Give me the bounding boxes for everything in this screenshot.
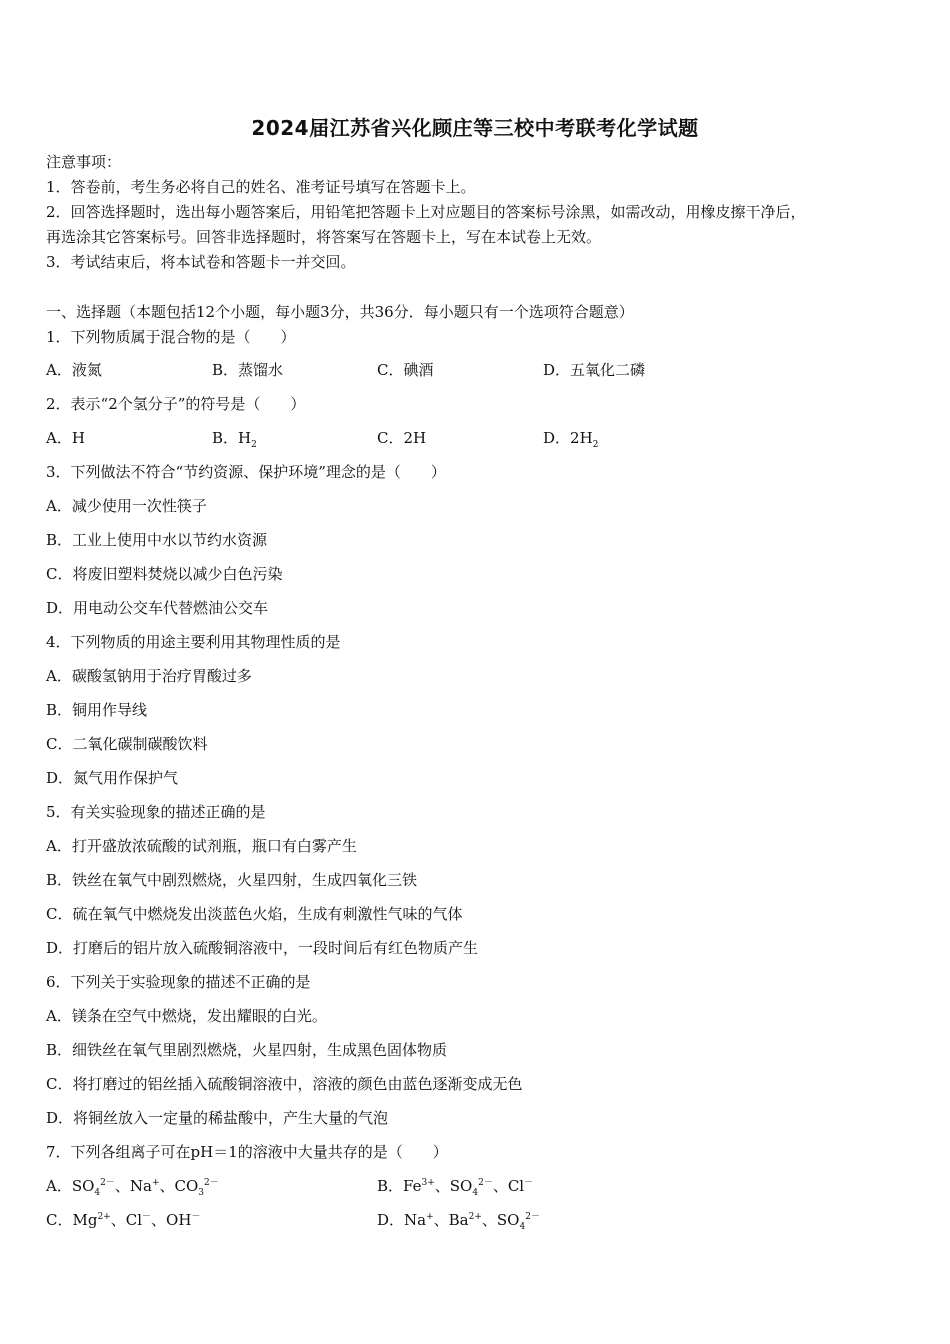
q2-option-c: C．2H: [377, 429, 427, 447]
section-heading: 一、选择题（本题包括12个小题，每小题3分，共36分．每小题只有一个选项符合题意）: [46, 303, 634, 321]
q1-option-a: A．液氮: [46, 361, 102, 379]
page-title: 2024届江苏省兴化顾庄等三校中考联考化学试题: [251, 116, 699, 140]
q3-option-b: B．工业上使用中水以节约水资源: [46, 531, 268, 549]
q2-stem: 2．表示“2个氢分子”的符号是（ ）: [46, 395, 306, 413]
q2-option-d: D．$2H_2$: [543, 429, 599, 450]
q4-option-a: A．碳酸氢钠用于治疗胃酸过多: [46, 667, 252, 685]
q1-option-c: C．碘酒: [377, 361, 434, 379]
q7-option-a: A．$SO_4^{2-}$、Na+、$CO_3^{2-}$: [46, 1177, 219, 1198]
q4-option-b: B．铜用作导线: [46, 701, 148, 719]
q1-option-b: B．蒸馏水: [212, 361, 284, 379]
q4-option-d: D．氮气用作保护气: [46, 769, 179, 787]
q6-option-c: C．将打磨过的铝丝插入硫酸铜溶液中，溶液的颜色由蓝色逐渐变成无色: [46, 1075, 523, 1093]
q6-stem: 6．下列关于实验现象的描述不正确的是: [46, 973, 311, 991]
q7-option-b: B．$Fe^{3+}$、$SO_4^{2-}$、Cl－: [377, 1177, 534, 1198]
q5-option-a: A．打开盛放浓硫酸的试剂瓶，瓶口有白雾产生: [46, 837, 357, 855]
q5-stem: 5．有关实验现象的描述正确的是: [46, 803, 266, 821]
q6-option-b: B．细铁丝在氧气里剧烈燃烧，火星四射，生成黑色固体物质: [46, 1041, 448, 1059]
notice-heading: 注意事项：: [46, 153, 122, 171]
q3-option-d: D．用电动公交车代替燃油公交车: [46, 599, 269, 617]
q6-option-d: D．将铜丝放入一定量的稀盐酸中，产生大量的气泡: [46, 1109, 389, 1127]
q7-option-c: C．$Mg^{2+}$、Cl－、OH－: [46, 1211, 201, 1229]
q7-option-d: D．Na+、$Ba^{2+}$、$SO_4^{2-}$: [377, 1211, 540, 1232]
q4-option-c: C．二氧化碳制碳酸饮料: [46, 735, 208, 753]
notice-item-1: 1．答卷前，考生务必将自己的姓名、准考证号填写在答题卡上。: [46, 178, 476, 196]
q2-option-a: A．H: [46, 429, 85, 447]
q3-option-a: A．减少使用一次性筷子: [46, 497, 207, 515]
notice-item-3: 3．考试结束后，将本试卷和答题卡一并交回。: [46, 253, 356, 271]
q5-option-c: C．硫在氧气中燃烧发出淡蓝色火焰，生成有刺激性气味的气体: [46, 905, 463, 923]
q1-option-d: D．五氧化二磷: [543, 361, 646, 379]
q3-option-c: C．将废旧塑料焚烧以减少白色污染: [46, 565, 283, 583]
q2-option-b: B．$H_2$: [212, 429, 257, 450]
q1-stem: 1．下列物质属于混合物的是（ ）: [46, 328, 296, 346]
q4-stem: 4．下列物质的用途主要利用其物理性质的是: [46, 633, 341, 651]
q5-option-b: B．铁丝在氧气中剧烈燃烧，火星四射，生成四氧化三铁: [46, 871, 418, 889]
q6-option-a: A．镁条在空气中燃烧，发出耀眼的白光。: [46, 1007, 327, 1025]
q3-stem: 3．下列做法不符合“节约资源、保护环境”理念的是（ ）: [46, 463, 446, 481]
notice-item-2-cont: 再选涂其它答案标号。回答非选择题时，将答案写在答题卡上，写在本试卷上无效。: [46, 228, 602, 246]
q5-option-d: D．打磨后的铝片放入硫酸铜溶液中，一段时间后有红色物质产生: [46, 939, 479, 957]
notice-item-2: 2．回答选择题时，选出每小题答案后，用铅笔把答题卡上对应题目的答案标号涂黑，如需改动，用橡皮擦干净后，: [46, 203, 806, 221]
q7-stem: 7．下列各组离子可在pH＝1的溶液中大量共存的是（ ）: [46, 1143, 448, 1161]
